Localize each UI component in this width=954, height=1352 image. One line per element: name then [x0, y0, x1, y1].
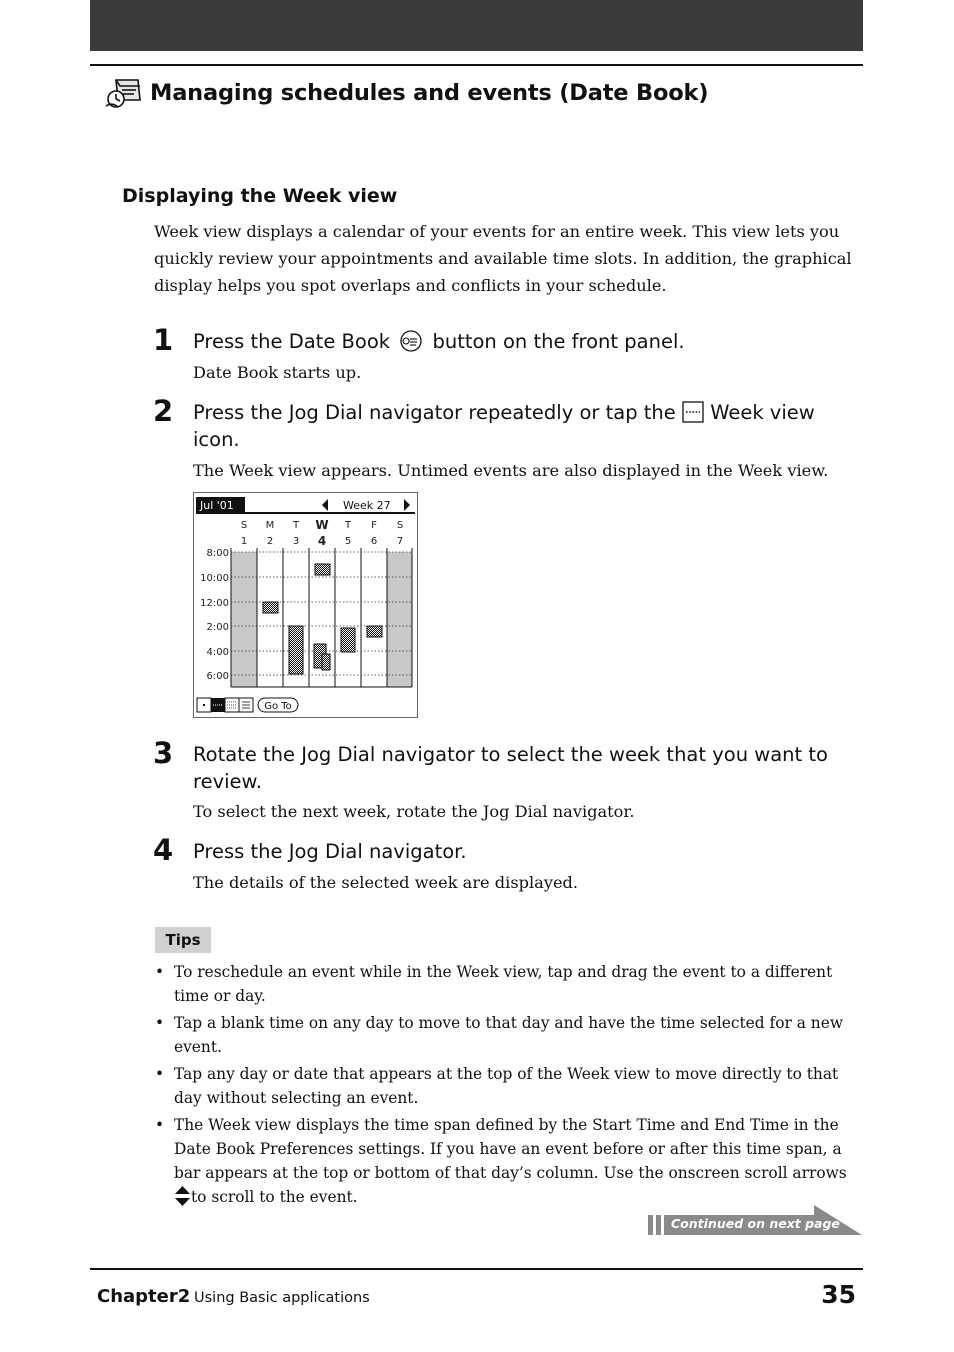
day-letter-fri[interactable]: F [371, 520, 377, 531]
bullet: • [155, 1014, 165, 1032]
step-3-body: To select the next week, rotate the Jog Dial navigator. [193, 802, 635, 821]
section-heading: Displaying the Week view [122, 185, 398, 207]
goto-label: Go To [264, 701, 292, 712]
step-1-body: Date Book starts up. [193, 363, 362, 382]
day-letter-tue[interactable]: T [292, 520, 300, 531]
page-title-row [104, 76, 708, 110]
header-bar [90, 0, 863, 51]
event-block[interactable] [289, 626, 303, 674]
tips-list [155, 960, 867, 1212]
step-2-number: 2 [153, 394, 174, 428]
event-block[interactable] [367, 626, 382, 637]
day-letter-mon[interactable]: M [265, 520, 275, 531]
step-3-heading: Rotate the Jog Dial navigator to select the week that you want to review. [193, 743, 828, 793]
bullet: • [155, 1116, 165, 1134]
date-book-button-icon [396, 330, 426, 352]
page-number: 35 [821, 1280, 856, 1309]
tip-text: Tap any day or date that appears at the top of the Week view to move directly to that day without selecting an event. [174, 1065, 839, 1107]
bullet: • [155, 1065, 165, 1083]
step-2-heading-text: Press the Jog Dial navigator repeatedly or tap the [193, 401, 676, 424]
footer-subtitle: Using Basic applications [194, 1290, 370, 1306]
list-item [155, 1011, 867, 1059]
scroll-arrows-icon [174, 1185, 191, 1207]
step-4-body: The details of the selected week are displayed. [193, 873, 579, 892]
continued-label: Continued on next page [671, 1216, 840, 1231]
day-date-6[interactable]: 6 [370, 536, 378, 547]
date-book-app-icon [104, 76, 144, 110]
step-4-heading: Press the Jog Dial navigator. [193, 840, 467, 863]
step-2-heading [193, 399, 833, 453]
time-label-4: 4:00 [206, 647, 229, 658]
tip-text: Tap a blank time on any day to move to that day and have the time selected for a new event. [174, 1014, 843, 1056]
continued-banner [648, 1205, 862, 1235]
tip-text: To reschedule an event while in the Week view, tap and drag the event to a different time or day. [174, 963, 833, 1005]
time-label-10: 10:00 [200, 573, 229, 584]
day-date-7[interactable]: 7 [396, 536, 404, 547]
banner-bar [648, 1215, 653, 1235]
event-block[interactable] [263, 602, 278, 613]
day-date-3[interactable]: 3 [292, 536, 300, 547]
step-4-number: 4 [153, 833, 174, 867]
time-label-8: 8:00 [206, 548, 229, 559]
step-1-number: 1 [153, 323, 174, 357]
time-label-2: 2:00 [206, 622, 229, 633]
step-1-heading-text-end: button on the front panel. [432, 330, 685, 353]
day-date-2[interactable]: 2 [266, 536, 274, 547]
step-2-heading-text-end: Week view icon. [193, 401, 815, 451]
day-date-5[interactable]: 5 [344, 536, 352, 547]
list-item [155, 960, 867, 1008]
step-3-number: 3 [153, 736, 174, 770]
list-item [155, 1113, 867, 1209]
footer-rule [90, 1268, 863, 1270]
event-block[interactable] [341, 628, 355, 652]
week-view-icon [682, 401, 704, 423]
tips-label: Tips [155, 927, 211, 953]
day-date-4[interactable]: 4 [317, 534, 327, 548]
day-letter-thu[interactable]: T [344, 520, 352, 531]
step-1-heading-text: Press the Date Book [193, 330, 391, 353]
header-rule [90, 64, 863, 66]
step-2-body: The Week view appears. Untimed events are also displayed in the Week view. [193, 461, 829, 480]
step-1-heading [193, 328, 685, 355]
intro-paragraph: Week view displays a calendar of your events for an entire week. This view lets you quickly review your appointments and available time slots. In addition, the graphical display helps you spot overlaps and conflicts in your schedule. [154, 222, 852, 295]
banner-bar [656, 1215, 661, 1235]
page-title: Managing schedules and events (Date Book) [150, 80, 709, 106]
day-letter-sun[interactable]: S [240, 520, 248, 531]
time-label-12: 12:00 [200, 598, 229, 609]
week-label: Week 27 [343, 499, 391, 512]
list-item [155, 1062, 867, 1110]
event-block[interactable] [315, 564, 330, 575]
day-date-1[interactable]: 1 [240, 536, 248, 547]
event-block[interactable] [322, 654, 330, 670]
day-letter-sat[interactable]: S [396, 520, 404, 531]
tip-text-tail: to scroll to the event. [191, 1188, 358, 1206]
view-switch-buttons [197, 698, 253, 712]
bullet: • [155, 963, 165, 981]
footer-chapter: Chapter2 [97, 1286, 191, 1307]
day-letter-wed[interactable]: W [315, 518, 329, 532]
tip-text: The Week view displays the time span defined by the Start Time and End Time in the Date Book Preferences settings. If you have an event before or after this time span, a bar appears at the top or bottom of that day’s column. Use the onscreen scroll arrows [174, 1116, 847, 1182]
time-label-6: 6:00 [206, 671, 229, 682]
month-label: Jul '01 [200, 499, 234, 512]
week-view-screenshot [193, 492, 418, 718]
